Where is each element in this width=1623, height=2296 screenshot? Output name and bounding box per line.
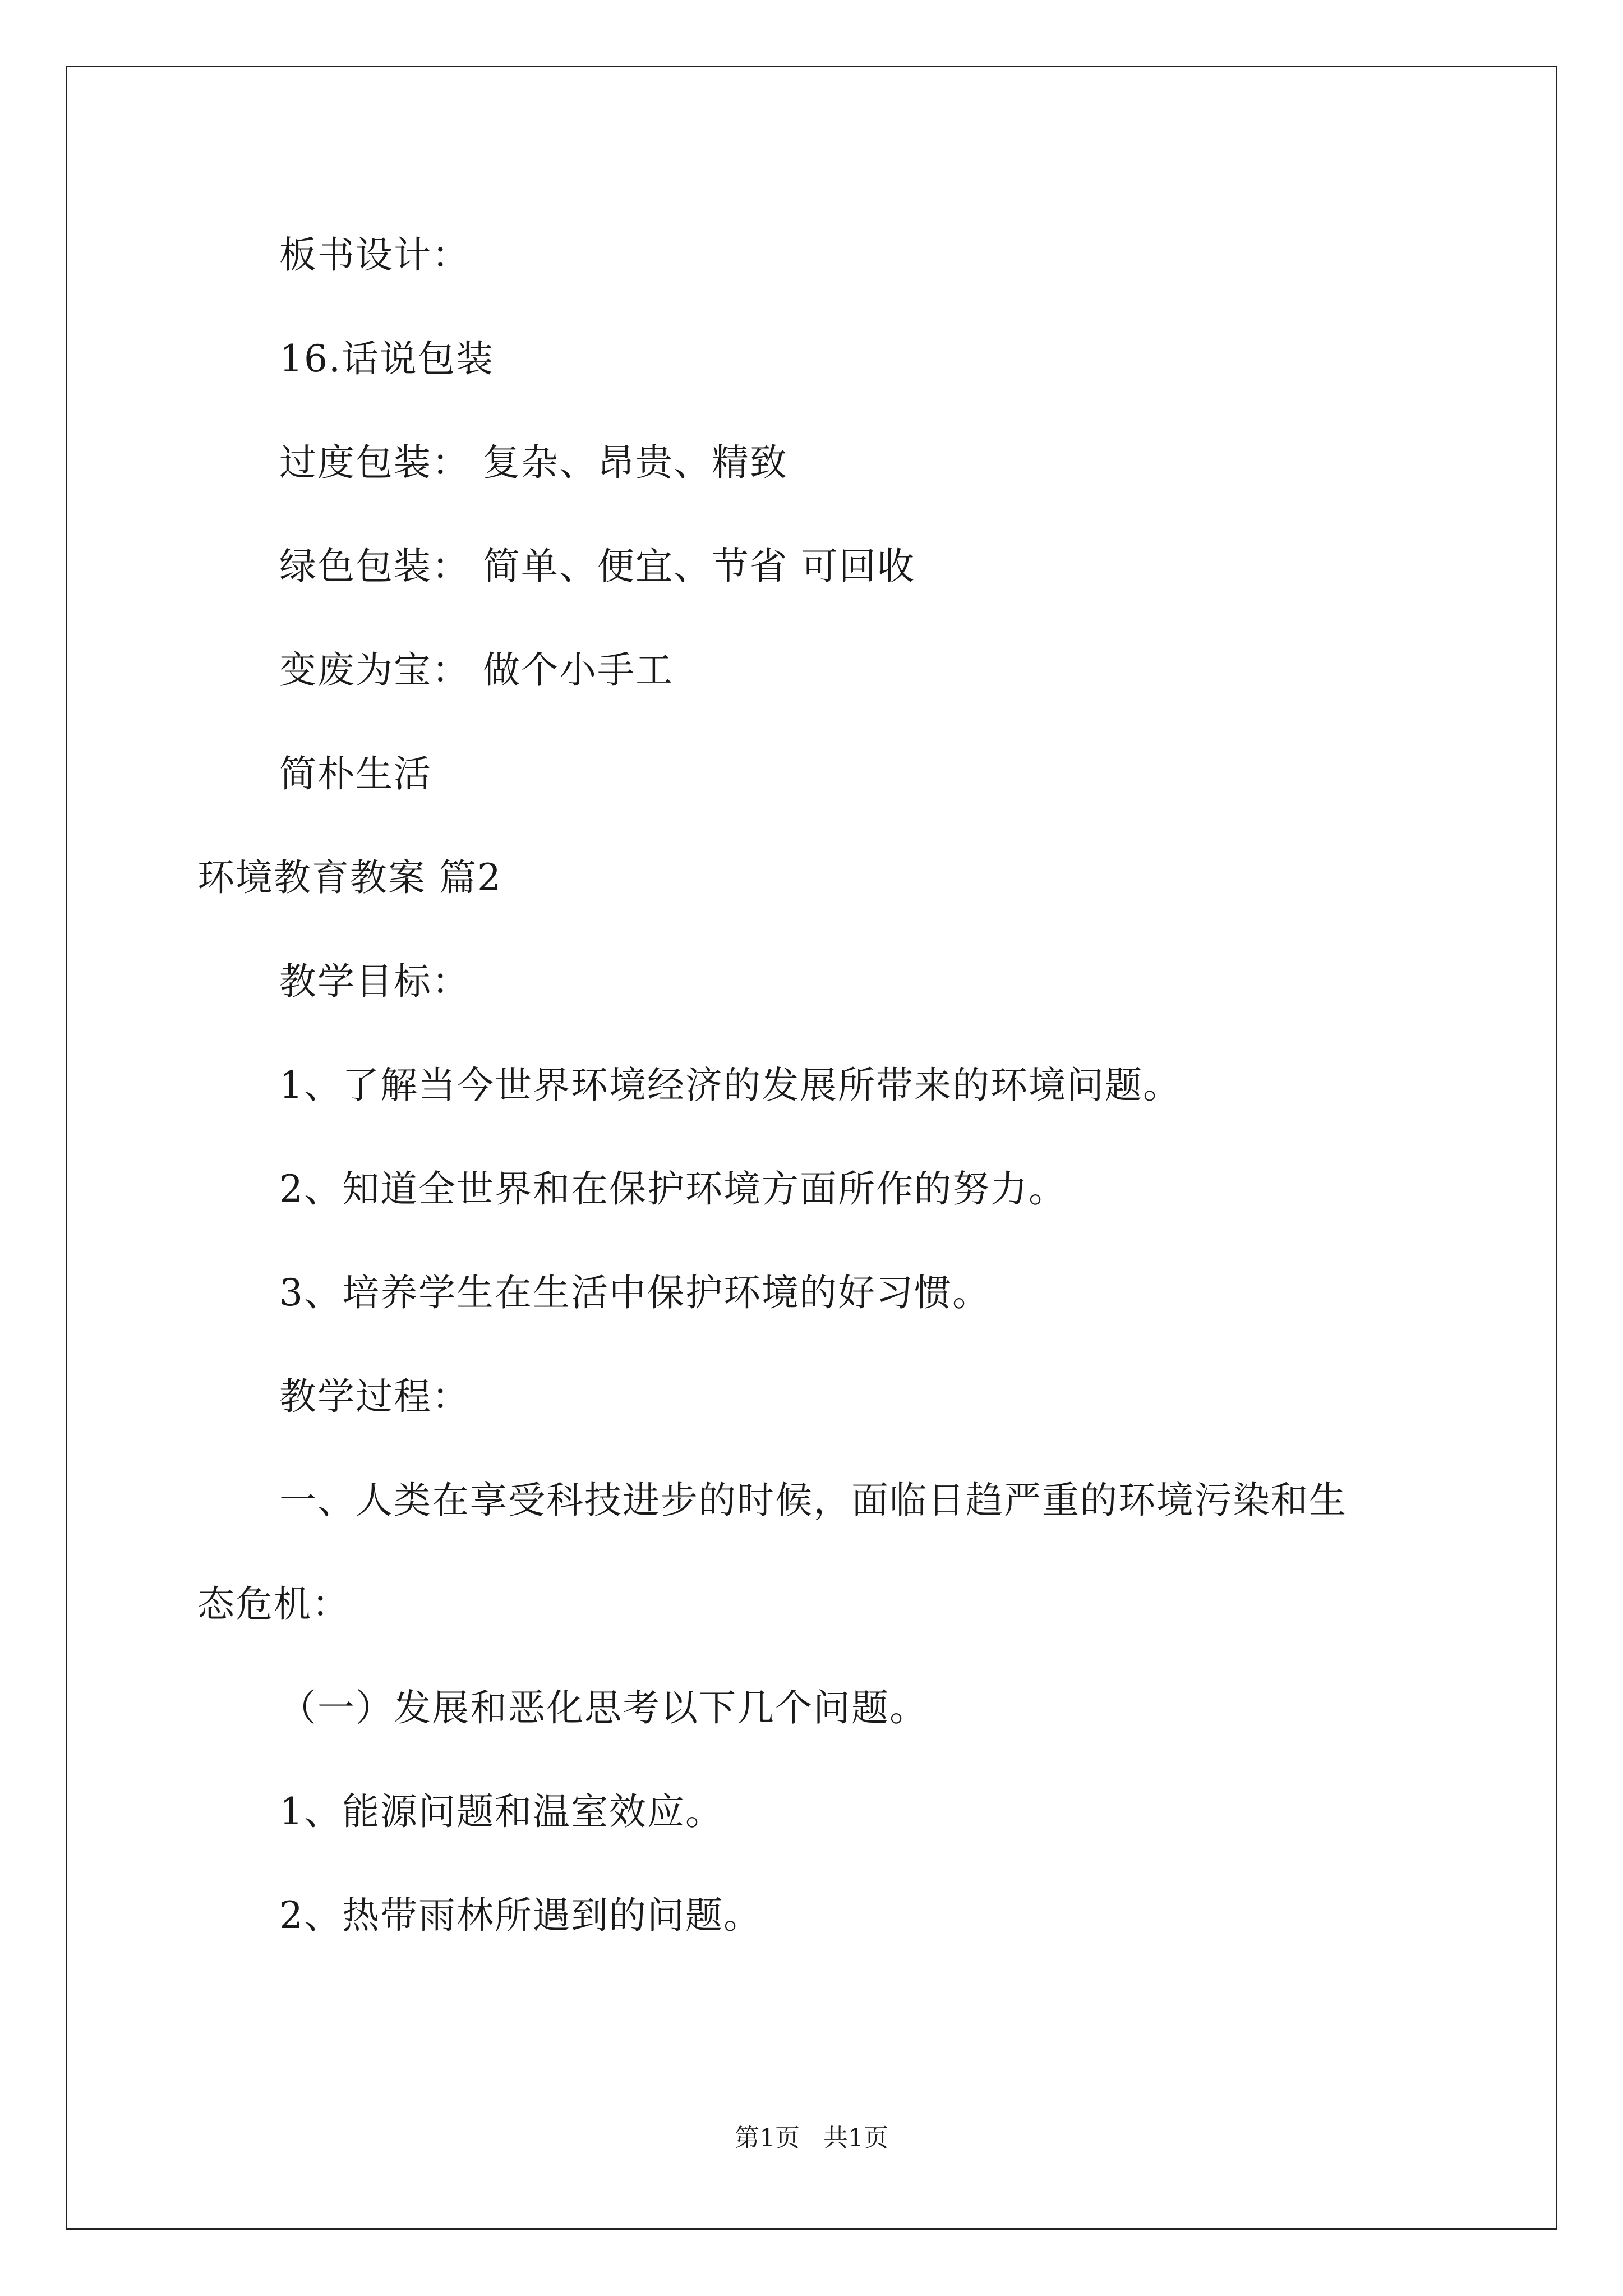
- text-line: 绿色包装： 简单、便宜、节省 可回收: [279, 545, 915, 588]
- text-line: 教学过程：: [279, 1375, 470, 1418]
- text-line: 1、能源问题和温室效应。: [279, 1790, 723, 1833]
- text-line: 2、知道全世界和在保护环境方面所作的努力。: [279, 1167, 1067, 1211]
- text-line: 一、人类在享受科技进步的时候，面临日趋严重的环境污染和生: [279, 1479, 1347, 1522]
- text-line: 2、热带雨林所遇到的问题。: [279, 1894, 762, 1937]
- text-line: 态危机：: [197, 1582, 350, 1626]
- text-line: 1、了解当今世界环境经济的发展所带来的环境问题。: [279, 1064, 1181, 1107]
- page-footer: 第1页 共1页: [735, 2124, 888, 2152]
- text-line: 简朴生活: [279, 752, 432, 795]
- text-line: 过度包装： 复杂、昂贵、精致: [279, 441, 788, 484]
- lesson-title: 16.话说包装: [279, 337, 494, 380]
- text-line: 3、培养学生在生活中保护环境的好习惯。: [279, 1271, 990, 1314]
- board-design-heading: 板书设计：: [279, 233, 470, 277]
- section-heading: 环境教育教案 篇2: [197, 856, 502, 899]
- text-line: 教学目标：: [279, 960, 470, 1003]
- text-line: 变废为宝： 做个小手工: [279, 648, 674, 692]
- text-line: （一）发展和恶化思考以下几个问题。: [279, 1686, 928, 1729]
